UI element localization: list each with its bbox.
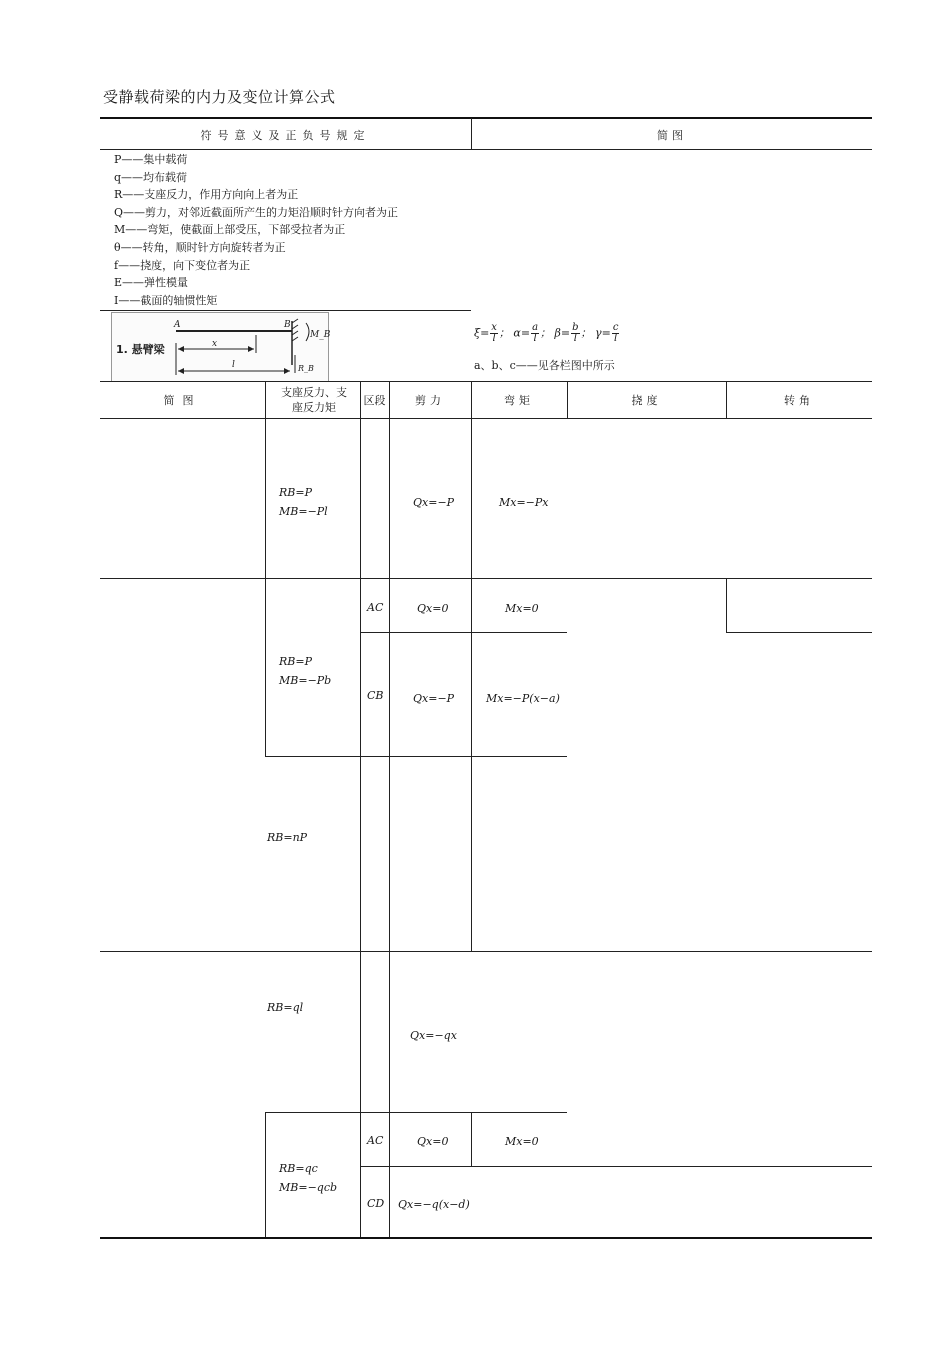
table-bottom-rule bbox=[100, 1237, 872, 1239]
shear-value: Qx=−P bbox=[413, 692, 455, 705]
gamma-symbol: γ bbox=[595, 326, 602, 340]
symbol-item: q——均布载荷 bbox=[114, 170, 188, 184]
moment-value: Mx=0 bbox=[505, 1135, 539, 1148]
reaction-label: R_B bbox=[298, 364, 314, 373]
shear-value: Qx=−P bbox=[413, 496, 455, 509]
xi-symbol: ξ bbox=[474, 326, 481, 340]
symbol-item: Q——剪力，对邻近截面所产生的力矩沿顺时针方向者为正 bbox=[114, 205, 399, 219]
main-table-header-rule bbox=[100, 418, 872, 419]
row-border bbox=[265, 578, 266, 756]
column-header-segment: 区段 bbox=[363, 394, 386, 407]
shear-value: Qx=0 bbox=[417, 1135, 449, 1148]
table-top-rule bbox=[100, 117, 872, 119]
beam-diagram-icon bbox=[112, 313, 331, 381]
symbol-item: f——挠度，向下变位者为正 bbox=[114, 258, 251, 272]
row-border bbox=[360, 418, 361, 578]
column-header-rotation: 转角 bbox=[784, 394, 814, 407]
page-title: 受静载荷梁的内力及变位计算公式 bbox=[103, 88, 336, 106]
row-border bbox=[389, 418, 390, 578]
row-border bbox=[471, 1112, 472, 1166]
moment-value: Mx=0 bbox=[505, 602, 539, 615]
row-border bbox=[360, 951, 361, 1238]
segment-label: CD bbox=[367, 1197, 385, 1210]
row-border bbox=[389, 578, 390, 756]
column-header-shear: 剪力 bbox=[415, 394, 445, 407]
row-border bbox=[100, 578, 872, 579]
beta-den: l bbox=[573, 333, 577, 344]
beta-num: b bbox=[572, 322, 579, 333]
moment-label: M_B bbox=[310, 330, 331, 340]
row-border bbox=[265, 756, 567, 757]
reaction-value: MB=−Pl bbox=[279, 505, 328, 518]
col-divider bbox=[265, 382, 266, 418]
xi-den: l bbox=[492, 333, 496, 344]
row-border bbox=[360, 756, 361, 951]
column-header-reaction: 支座反力、支座反力矩 bbox=[281, 386, 347, 414]
row-border bbox=[726, 632, 872, 633]
row-border bbox=[100, 951, 872, 952]
alpha-symbol: α bbox=[513, 326, 521, 340]
row-border bbox=[389, 951, 390, 1238]
column-header-diagram: 简图 bbox=[163, 394, 202, 407]
column-header-moment: 弯矩 bbox=[504, 394, 534, 407]
segment-label: AC bbox=[367, 1134, 384, 1147]
header-divider bbox=[100, 149, 872, 150]
alpha-num: a bbox=[532, 322, 539, 333]
symbols-bottom-rule bbox=[100, 310, 471, 311]
row-border bbox=[471, 578, 472, 756]
symbol-item: E——弹性模量 bbox=[114, 276, 189, 290]
reaction-value: MB=−Pb bbox=[279, 674, 332, 687]
alpha-den: l bbox=[533, 333, 537, 344]
shear-value: Qx=−qx bbox=[410, 1029, 457, 1042]
segment-label: AC bbox=[367, 601, 384, 614]
point-a-label: A bbox=[174, 320, 181, 330]
xi-num: x bbox=[491, 322, 497, 333]
header-diagram-label: 简图 bbox=[657, 129, 687, 142]
row-border bbox=[471, 418, 472, 578]
segment-label: CB bbox=[367, 689, 384, 702]
beam-type-label: 1. 悬臂梁 bbox=[116, 343, 165, 356]
symbol-list bbox=[114, 151, 398, 309]
row-border bbox=[265, 418, 266, 578]
reaction-value: RB=qc bbox=[279, 1162, 318, 1175]
gamma-den: l bbox=[614, 333, 618, 344]
symbol-item: P——集中载荷 bbox=[114, 153, 188, 166]
row-border bbox=[389, 756, 390, 951]
row-border bbox=[265, 1112, 266, 1238]
symbol-item: R——支座反力，作用方向向上者为正 bbox=[114, 188, 299, 202]
symbol-item: I——截面的轴惯性矩 bbox=[114, 293, 218, 307]
gamma-num: c bbox=[612, 322, 619, 333]
symbol-item: M——弯矩，使截面上部受压，下部受拉者为正 bbox=[114, 223, 346, 237]
row-border bbox=[360, 632, 567, 633]
reaction-value: RB=P bbox=[279, 486, 312, 499]
ratio-note: a、b、c——见各栏图中所示 bbox=[474, 359, 615, 372]
beta-symbol: β bbox=[554, 326, 561, 340]
row-border bbox=[726, 578, 727, 632]
reaction-value: MB=−qcb bbox=[279, 1181, 338, 1194]
reaction-value: RB=P bbox=[279, 655, 312, 668]
point-b-label: B bbox=[284, 320, 291, 330]
cantilever-beam-figure bbox=[111, 312, 329, 382]
main-table-top-rule bbox=[100, 381, 872, 382]
ratio-formulas: ξ= $\frac{x}{l}$ ； α= $\frac{a}{l}$ ； β= $\frac{b}{l}$ ； γ= $\frac{c}{l}$ bbox=[474, 322, 619, 344]
reaction-value: RB=nP bbox=[267, 831, 308, 844]
row-border bbox=[471, 756, 472, 951]
shear-value: Qx=0 bbox=[417, 602, 449, 615]
dim-l-label: l bbox=[232, 360, 235, 370]
symbol-item: θ——转角，顺时针方向旋转者为正 bbox=[114, 240, 286, 254]
row-border bbox=[265, 1112, 567, 1113]
row-border bbox=[360, 1166, 872, 1167]
row-border bbox=[360, 578, 361, 756]
moment-value: Mx=−Px bbox=[499, 496, 549, 509]
moment-value: Mx=−P(x−a) bbox=[486, 692, 560, 705]
header-symbols-label: 符号意义及正负号规定 bbox=[200, 129, 371, 142]
shear-value: Qx=−q(x−d) bbox=[398, 1198, 470, 1211]
reaction-value: RB=ql bbox=[267, 1001, 304, 1014]
dim-x-label: x bbox=[212, 339, 218, 349]
column-header-deflection: 挠度 bbox=[631, 394, 662, 407]
